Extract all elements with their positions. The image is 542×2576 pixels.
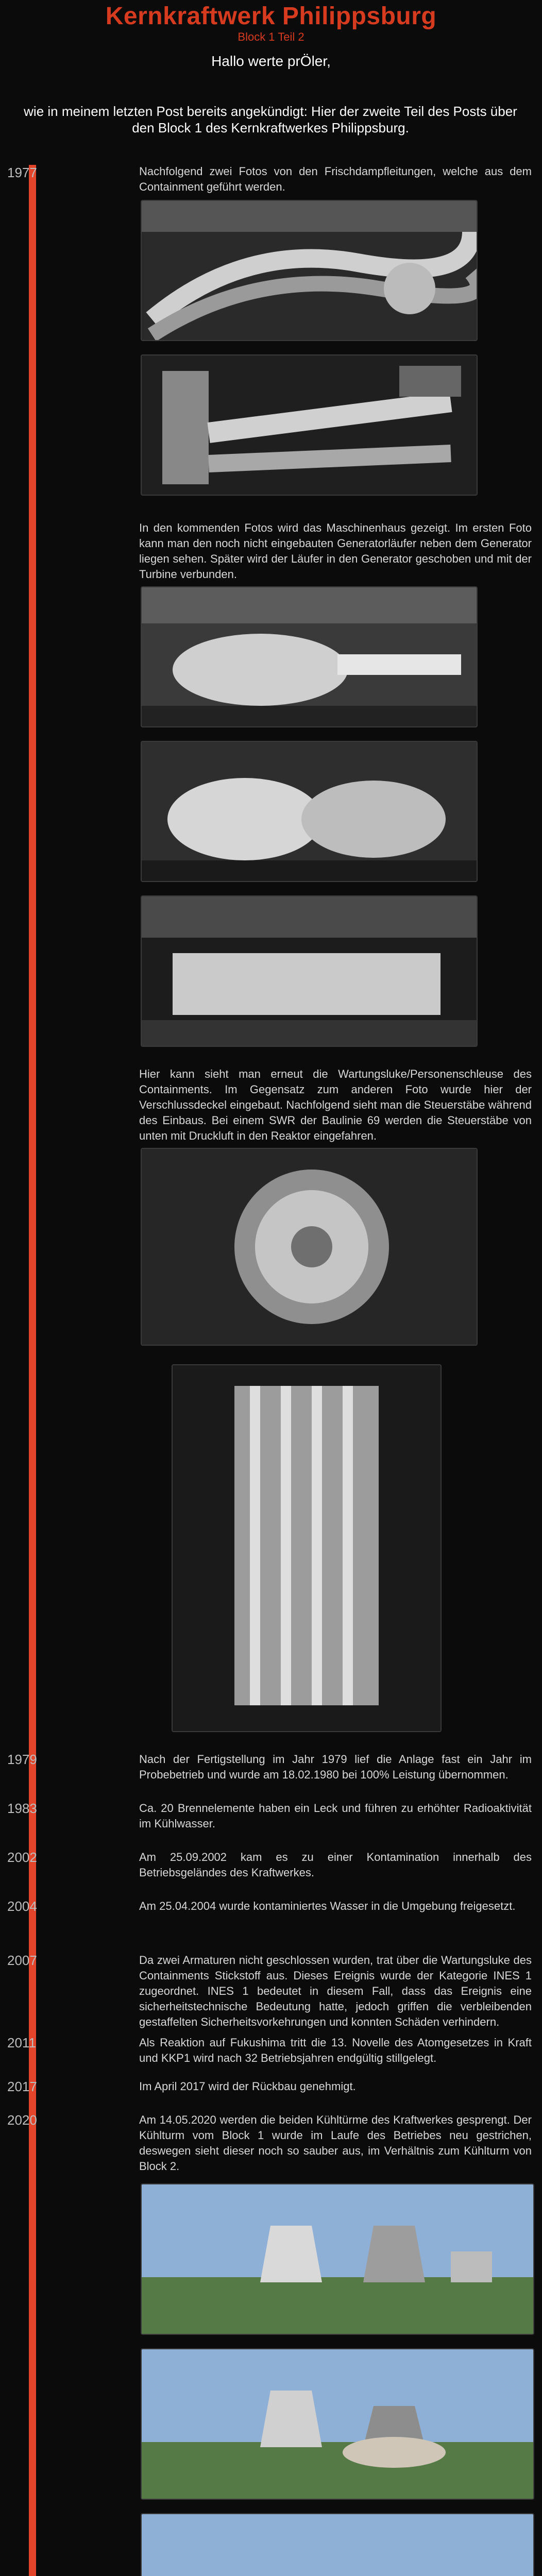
year-1983: 1983 xyxy=(7,1801,37,1816)
year-2002: 2002 xyxy=(7,1850,37,1865)
page-subtitle: Block 1 Teil 2 xyxy=(238,30,304,43)
timeline-bar xyxy=(29,165,36,2576)
text-2011: Als Reaktion auf Fukushima tritt die 13. Novelle des Atomgesetzes in Kraft und KKP1 wird nach 32 Betriebsjahren endgültig stillgelegt. xyxy=(139,2036,532,2064)
photo-cooling-towers-before xyxy=(142,2184,533,2334)
photo-generator xyxy=(142,587,477,726)
text-2002: Am 25.09.2002 kam es zu einer Kontamination innerhalb des Betriebsgeländes des Kraftwerkes. xyxy=(139,1851,532,1879)
text-2004: Am 25.04.2004 wurde kontaminiertes Wasser in die Umgebung freigesetzt. xyxy=(139,1900,516,1912)
photo-maintenance-hatch xyxy=(142,1149,477,1345)
photo-cooling-towers-blast xyxy=(142,2349,533,2499)
year-2011: 2011 xyxy=(7,2035,36,2050)
year-1979: 1979 xyxy=(7,1752,37,1767)
year-2004: 2004 xyxy=(7,1899,37,1914)
text-2007: Da zwei Armaturen nicht geschlossen wurden, trat über die Wartungsluke des Containments Stickstoff aus. Dieses Ereignis wurde der Kategorie INES 1 zugeordnet. INES 1 bedeutet in diesem Fall, dass das Ereignis eine sicherheitstechnische Bedeutung hatte, jedoch griffen die verbleibenden gestaffelten Sicherheitsvorkehrungen und konnten Schäden verhindern. xyxy=(139,1954,532,2028)
text-1979: Nach der Fertigstellung im Jahr 1979 lief die Anlage fast ein Jahr im Probebetrieb und wurde am 18.02.1980 bei 100% Leistung übernommen. xyxy=(139,1753,532,1781)
text-1983: Ca. 20 Brennelemente haben ein Leck und führen zu erhöhter Radioaktivität im Kühlwasser. xyxy=(139,1802,532,1830)
photo-turbine xyxy=(142,742,477,881)
year-2007: 2007 xyxy=(7,1953,37,1968)
photo-cooling-towers-collapse xyxy=(142,2514,533,2576)
text-2017: Im April 2017 wird der Rückbau genehmigt. xyxy=(139,2080,356,2093)
photo-control-rods xyxy=(173,1365,441,1731)
photo-steam-lines-1 xyxy=(142,201,477,340)
year-2020: 2020 xyxy=(7,2112,37,2128)
page-title: Kernkraftwerk Philippsburg xyxy=(105,3,437,30)
year-2017: 2017 xyxy=(7,2079,37,2094)
text-containment: Hier kann sieht man erneut die Wartungsluke/Personenschleuse des Containments. Im Gegensatz zum anderen Foto wurde hier der Verschlussdeckel eingebaut. Nachfolgend sieht man die Steuerstäbe während des Einbaus. Bei einem SWR der Baulinie 69 werden die Steuerstäbe von unten mit Druckluft in den Reaktor eingefahren. xyxy=(139,1067,532,1142)
text-2020: Am 14.05.2020 werden die beiden Kühltürme des Kraftwerkes gesprengt. Der Kühlturm vom Block 1 wurde im Laufe des Betriebes neu gestrichen, deswegen sieht dieser noch so sauber aus, im Verhältnis zum Kühlturm von Block 2. xyxy=(139,2113,532,2173)
header xyxy=(0,0,542,70)
text-steam-lines: Nachfolgend zwei Fotos von den Frischdampfleitungen, welche aus dem Containment geführt werden. xyxy=(139,165,532,193)
text-machine-hall: In den kommenden Fotos wird das Maschinenhaus gezeigt. Im ersten Foto kann man den noch nicht eingebauten Generatorläufer neben dem Generator liegen sehen. Später wird der Läufer in den Generator geschoben und mit der Turbine verbunden. xyxy=(139,521,532,581)
year-1977: 1977 xyxy=(7,165,37,180)
photo-steam-lines-2 xyxy=(142,355,477,495)
intro-text: wie in meinem letzten Post bereits angekündigt: Hier der zweite Teil des Posts über den Block 1 des Kernkraftwerkes Philippsburg. xyxy=(24,104,517,135)
greeting: Hallo werte prÖler, xyxy=(211,53,331,69)
photo-machine-hall xyxy=(142,896,477,1046)
